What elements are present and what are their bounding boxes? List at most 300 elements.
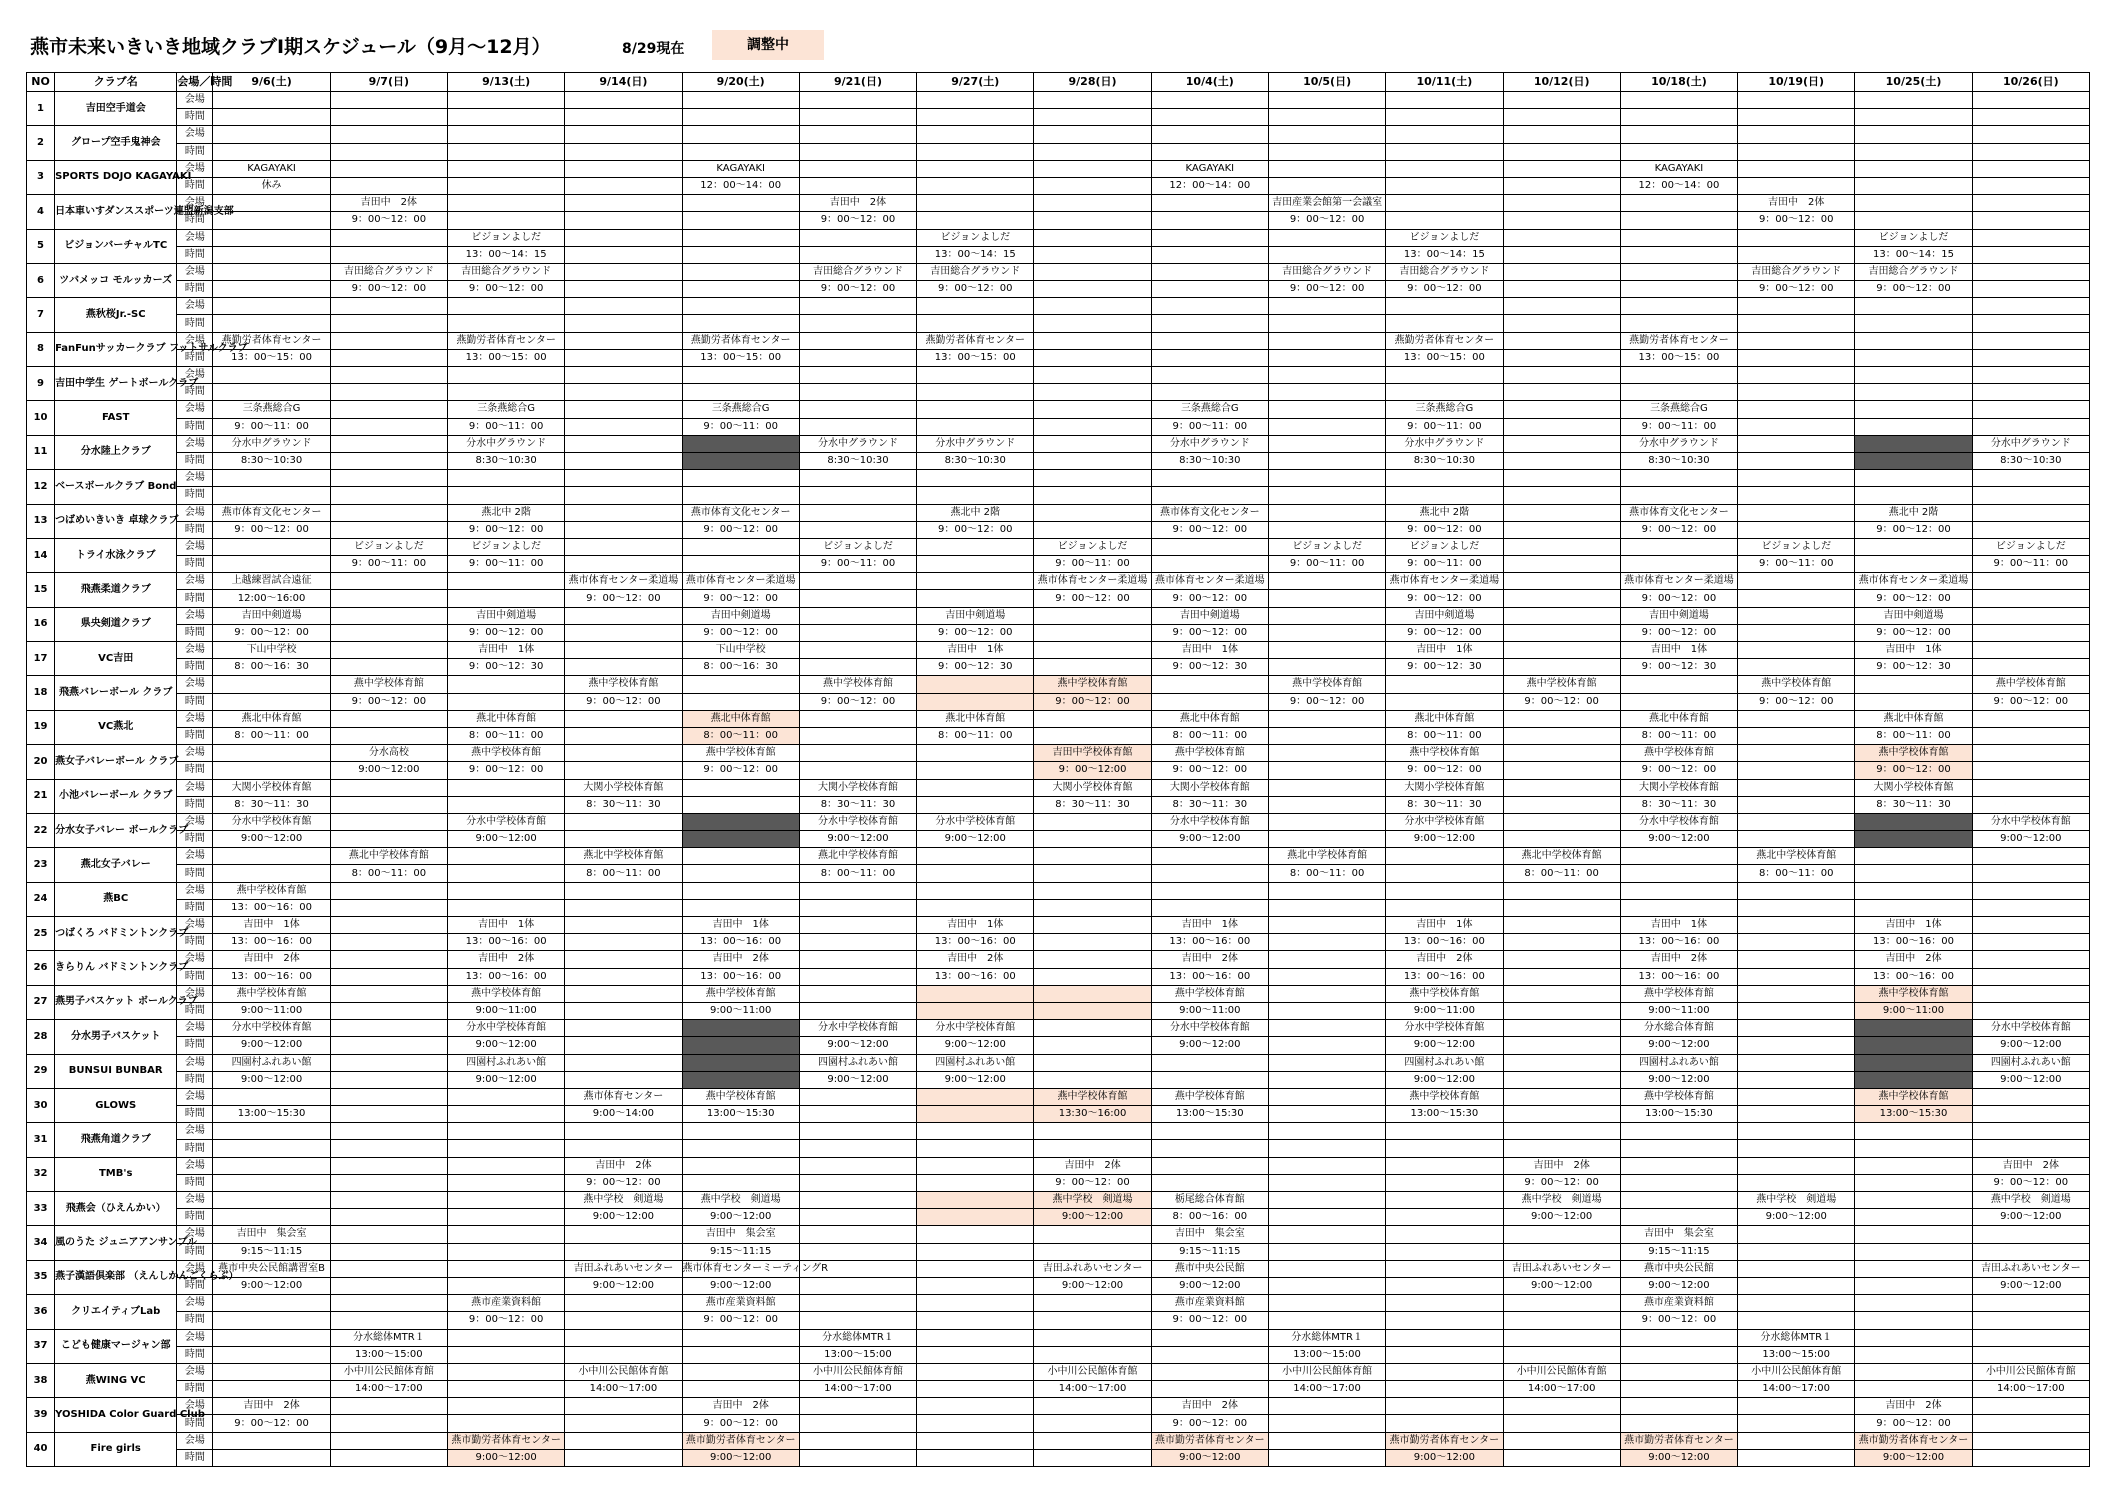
table-row-time xyxy=(27,143,2090,160)
time-cell: 9：00～12：00 xyxy=(1268,693,1385,710)
time-cell xyxy=(1738,418,1855,435)
time-cell xyxy=(447,1174,564,1191)
row-no: 11 xyxy=(27,435,55,469)
venue-cell: 小中川公民館体育館 xyxy=(1034,1363,1151,1380)
time-cell xyxy=(330,727,447,744)
table-row-venue xyxy=(27,332,2090,349)
venue-cell: 燕中学校体育館 xyxy=(1386,985,1503,1002)
time-cell: 9：00～11：00 xyxy=(1268,556,1385,573)
time-cell xyxy=(213,762,330,779)
venue-cell xyxy=(1972,1088,2089,1105)
time-cell: 13:00～15:00 xyxy=(1738,1346,1855,1363)
table-row-time xyxy=(27,899,2090,916)
venue-cell xyxy=(1151,332,1268,349)
row-no: 31 xyxy=(27,1123,55,1157)
club-name: SPORTS DOJO KAGAYAKI xyxy=(55,160,177,194)
venue-cell xyxy=(917,1329,1034,1346)
time-cell: 9：00～12：00 xyxy=(1151,1312,1268,1329)
time-cell xyxy=(1738,349,1855,366)
label-time: 時間 xyxy=(177,1415,213,1432)
venue-cell xyxy=(1503,92,1620,109)
venue-cell xyxy=(1151,676,1268,693)
time-cell xyxy=(213,246,330,263)
venue-cell xyxy=(917,573,1034,590)
row-no: 18 xyxy=(27,676,55,710)
venue-cell xyxy=(682,538,799,555)
venue-cell xyxy=(917,470,1034,487)
venue-cell xyxy=(1972,470,2089,487)
time-cell xyxy=(799,143,916,160)
time-cell xyxy=(213,281,330,298)
venue-cell: 分水中学校体育館 xyxy=(1386,1020,1503,1037)
time-cell: 9:00～12:00 xyxy=(1386,1449,1503,1466)
venue-cell: 下山中学校 xyxy=(213,642,330,659)
venue-cell: 大関小学校体育館 xyxy=(1855,779,1972,796)
table-row-venue xyxy=(27,1432,2090,1449)
venue-cell: 分水中学校体育館 xyxy=(799,813,916,830)
venue-cell xyxy=(1034,1398,1151,1415)
label-venue: 会場 xyxy=(177,607,213,624)
venue-cell: 四園村ふれあい館 xyxy=(917,1054,1034,1071)
time-cell xyxy=(1151,865,1268,882)
table-row-time xyxy=(27,246,2090,263)
time-cell: 13：00～16：00 xyxy=(447,968,564,985)
venue-cell xyxy=(1503,573,1620,590)
label-time: 時間 xyxy=(177,1346,213,1363)
venue-cell xyxy=(1034,1226,1151,1243)
venue-cell: 分水中学校体育館 xyxy=(1386,813,1503,830)
venue-cell xyxy=(1151,195,1268,212)
time-cell: 9:00～12:00 xyxy=(565,1277,682,1294)
time-cell xyxy=(917,212,1034,229)
venue-cell xyxy=(1151,126,1268,143)
time-cell xyxy=(1972,1002,2089,1019)
venue-cell: 燕中学校体育館 xyxy=(1620,1088,1737,1105)
time-cell xyxy=(1503,1037,1620,1054)
time-cell xyxy=(1620,143,1737,160)
time-cell xyxy=(799,246,916,263)
venue-cell xyxy=(1034,1054,1151,1071)
venue-cell: 燕北中 2階 xyxy=(917,504,1034,521)
time-cell: 14:00～17:00 xyxy=(1972,1381,2089,1398)
time-cell xyxy=(682,384,799,401)
venue-cell xyxy=(1972,332,2089,349)
time-cell xyxy=(213,1174,330,1191)
venue-cell xyxy=(565,1054,682,1071)
venue-cell xyxy=(1268,1432,1385,1449)
table-row-venue xyxy=(27,848,2090,865)
time-cell: 9：00～12：00 xyxy=(1034,590,1151,607)
time-cell: 9：00～12：00 xyxy=(682,624,799,641)
venue-cell: 燕勤労者体育センター xyxy=(917,332,1034,349)
table-row-time xyxy=(27,1071,2090,1088)
venue-cell: 分水中グラウンド xyxy=(1386,435,1503,452)
header-date: 10/26(日) xyxy=(1972,73,2089,92)
club-name: 燕WING VC xyxy=(55,1363,177,1397)
venue-cell xyxy=(799,367,916,384)
time-cell xyxy=(1972,418,2089,435)
venue-cell xyxy=(1503,1398,1620,1415)
time-cell xyxy=(1151,109,1268,126)
venue-cell: 燕北中体育館 xyxy=(917,710,1034,727)
time-cell xyxy=(565,1037,682,1054)
venue-cell: ビジョンよしだ xyxy=(447,229,564,246)
venue-cell: 吉田中 2体 xyxy=(330,195,447,212)
venue-cell: 燕中学校体育館 xyxy=(1034,1088,1151,1105)
venue-cell xyxy=(1503,160,1620,177)
time-cell: 13：00～16：00 xyxy=(213,934,330,951)
time-cell xyxy=(565,831,682,848)
time-cell: 8：00～16：30 xyxy=(213,659,330,676)
time-cell: 13:00～15:30 xyxy=(1386,1106,1503,1123)
label-time: 時間 xyxy=(177,246,213,263)
venue-cell xyxy=(1268,813,1385,830)
label-time: 時間 xyxy=(177,1071,213,1088)
venue-cell: KAGAYAKI xyxy=(1620,160,1737,177)
venue-cell xyxy=(1972,1329,2089,1346)
venue-cell xyxy=(1151,1329,1268,1346)
time-cell xyxy=(1268,1209,1385,1226)
time-cell: 13：00～16：00 xyxy=(1855,934,1972,951)
venue-cell xyxy=(1151,92,1268,109)
venue-cell: 小中川公民館体育館 xyxy=(330,1363,447,1380)
venue-cell xyxy=(799,917,916,934)
time-cell xyxy=(917,418,1034,435)
venue-cell: ビジョンよしだ xyxy=(1386,538,1503,555)
venue-cell xyxy=(330,126,447,143)
venue-cell: 吉田中剣道場 xyxy=(1386,607,1503,624)
time-cell: 13：00～14：15 xyxy=(1855,246,1972,263)
venue-cell xyxy=(1972,917,2089,934)
venue-cell: 分水総体MTR１ xyxy=(1738,1329,1855,1346)
table-row-time xyxy=(27,556,2090,573)
venue-cell xyxy=(799,1398,916,1415)
time-cell xyxy=(330,1415,447,1432)
venue-cell xyxy=(213,1432,330,1449)
time-cell xyxy=(1386,315,1503,332)
table-row-venue xyxy=(27,298,2090,315)
time-cell xyxy=(1972,968,2089,985)
table-row-time xyxy=(27,865,2090,882)
time-cell xyxy=(917,384,1034,401)
time-cell: 13:30～16:00 xyxy=(1034,1106,1151,1123)
table-row-time xyxy=(27,1449,2090,1466)
time-cell: 9：00～11：00 xyxy=(447,418,564,435)
club-name: 小池バレーボール クラブ xyxy=(55,779,177,813)
time-cell xyxy=(1034,1243,1151,1260)
venue-cell xyxy=(1386,92,1503,109)
header-date: 10/25(土) xyxy=(1855,73,1972,92)
label-time: 時間 xyxy=(177,1381,213,1398)
time-cell xyxy=(1972,659,2089,676)
time-cell: 8：00～16：00 xyxy=(1151,1209,1268,1226)
venue-cell xyxy=(330,710,447,727)
venue-cell xyxy=(799,882,916,899)
time-cell xyxy=(330,796,447,813)
time-cell xyxy=(682,1071,799,1088)
time-cell xyxy=(1503,1415,1620,1432)
time-cell: 8：30～11：30 xyxy=(565,796,682,813)
venue-cell xyxy=(1268,642,1385,659)
time-cell xyxy=(917,1002,1034,1019)
venue-cell: 吉田中剣道場 xyxy=(213,607,330,624)
time-cell xyxy=(917,177,1034,194)
time-cell xyxy=(1972,246,2089,263)
venue-cell xyxy=(1738,1432,1855,1449)
time-cell xyxy=(1620,693,1737,710)
venue-cell xyxy=(682,1020,799,1037)
table-row-time xyxy=(27,212,2090,229)
time-cell xyxy=(1738,521,1855,538)
time-cell xyxy=(330,899,447,916)
time-cell xyxy=(1855,693,1972,710)
venue-cell: 燕北中学校体育館 xyxy=(1268,848,1385,865)
time-cell xyxy=(1738,659,1855,676)
table-row-time xyxy=(27,487,2090,504)
time-cell xyxy=(565,177,682,194)
venue-cell xyxy=(1972,710,2089,727)
time-cell: 13：00～16：00 xyxy=(917,968,1034,985)
venue-cell xyxy=(1855,1295,1972,1312)
time-cell: 9：00～12：00 xyxy=(1620,1312,1737,1329)
time-cell: 9：00～11：00 xyxy=(682,418,799,435)
label-time: 時間 xyxy=(177,1037,213,1054)
venue-cell xyxy=(1034,1123,1151,1140)
venue-cell: ビジョンよしだ xyxy=(1268,538,1385,555)
time-cell xyxy=(1503,659,1620,676)
venue-cell xyxy=(330,367,447,384)
venue-cell xyxy=(1034,917,1151,934)
time-cell xyxy=(1855,1209,1972,1226)
time-cell xyxy=(213,1381,330,1398)
time-cell: 9:00～12:00 xyxy=(1972,1209,2089,1226)
venue-cell: 三条燕総合G xyxy=(447,401,564,418)
time-cell xyxy=(1738,1037,1855,1054)
club-name: ベースボールクラブ Bond xyxy=(55,470,177,504)
venue-cell xyxy=(1855,401,1972,418)
row-no: 28 xyxy=(27,1020,55,1054)
time-cell: 9:00～12:00 xyxy=(1151,831,1268,848)
venue-cell: 分水総体MTR１ xyxy=(1268,1329,1385,1346)
time-cell xyxy=(1268,109,1385,126)
venue-cell xyxy=(213,126,330,143)
time-cell xyxy=(330,109,447,126)
time-cell: 9:00～12:00 xyxy=(1503,1277,1620,1294)
time-cell xyxy=(1151,1071,1268,1088)
time-cell xyxy=(330,384,447,401)
table-row-venue xyxy=(27,1363,2090,1380)
club-name: きらりん バドミントンクラブ xyxy=(55,951,177,985)
label-time: 時間 xyxy=(177,556,213,573)
time-cell xyxy=(1855,1381,1972,1398)
venue-cell xyxy=(1855,195,1972,212)
time-cell xyxy=(1738,315,1855,332)
time-cell: 9：00～12：00 xyxy=(447,624,564,641)
venue-cell: ビジョンよしだ xyxy=(1855,229,1972,246)
time-cell: 9：00～11：00 xyxy=(1386,556,1503,573)
time-cell xyxy=(330,418,447,435)
time-cell xyxy=(1503,281,1620,298)
time-cell xyxy=(1268,1277,1385,1294)
time-cell: 9：00～12：00 xyxy=(1268,281,1385,298)
venue-cell xyxy=(1503,1020,1620,1037)
venue-cell xyxy=(1855,1020,1972,1037)
venue-cell xyxy=(917,1260,1034,1277)
time-cell xyxy=(1503,1140,1620,1157)
venue-cell xyxy=(565,607,682,624)
label-venue: 会場 xyxy=(177,298,213,315)
time-cell: 9:00～12:00 xyxy=(682,1449,799,1466)
time-cell xyxy=(330,624,447,641)
time-cell xyxy=(447,1243,564,1260)
time-cell xyxy=(1034,212,1151,229)
time-cell xyxy=(1855,143,1972,160)
time-cell: 9:00～12:00 xyxy=(1972,1037,2089,1054)
time-cell: 13：00～15：00 xyxy=(213,349,330,366)
venue-cell xyxy=(1503,1123,1620,1140)
venue-cell: 燕市体育文化センター xyxy=(213,504,330,521)
time-cell xyxy=(1151,384,1268,401)
venue-cell xyxy=(1620,1398,1737,1415)
time-cell: 9:00～12:00 xyxy=(1972,1071,2089,1088)
time-cell: 9：00～12：00 xyxy=(447,762,564,779)
time-cell xyxy=(1268,899,1385,916)
time-cell xyxy=(1151,246,1268,263)
venue-cell: 吉田中 2体 xyxy=(682,1398,799,1415)
time-cell xyxy=(1268,384,1385,401)
time-cell xyxy=(1972,624,2089,641)
time-cell xyxy=(447,796,564,813)
label-time: 時間 xyxy=(177,762,213,779)
header-date: 10/12(日) xyxy=(1503,73,1620,92)
time-cell xyxy=(799,968,916,985)
venue-cell xyxy=(1503,813,1620,830)
venue-cell: 分水高校 xyxy=(330,745,447,762)
venue-cell xyxy=(213,676,330,693)
venue-cell xyxy=(1738,1398,1855,1415)
time-cell: 9:00～12:00 xyxy=(1855,1449,1972,1466)
time-cell: 9：00～12：00 xyxy=(1738,693,1855,710)
venue-cell xyxy=(1972,1123,2089,1140)
venue-cell xyxy=(213,1192,330,1209)
venue-cell: 吉田中 2体 xyxy=(1503,1157,1620,1174)
venue-cell xyxy=(1151,1363,1268,1380)
venue-cell xyxy=(1034,1020,1151,1037)
venue-cell: 分水中学校体育館 xyxy=(447,813,564,830)
venue-cell xyxy=(1972,1295,2089,1312)
venue-cell xyxy=(1503,1295,1620,1312)
time-cell xyxy=(1972,590,2089,607)
venue-cell xyxy=(1738,1260,1855,1277)
time-cell: 9：00～12：00 xyxy=(213,624,330,641)
time-cell xyxy=(1738,899,1855,916)
time-cell xyxy=(1972,1243,2089,1260)
time-cell: 9:00～12:00 xyxy=(447,1449,564,1466)
table-row-time xyxy=(27,1002,2090,1019)
venue-cell: 吉田中 1体 xyxy=(1620,917,1737,934)
time-cell: 14:00～17:00 xyxy=(1034,1381,1151,1398)
venue-cell xyxy=(1268,1295,1385,1312)
time-cell xyxy=(1503,1071,1620,1088)
time-cell: 13：00～16：00 xyxy=(213,899,330,916)
time-cell: 8：30～11：30 xyxy=(1386,796,1503,813)
time-cell xyxy=(1855,418,1972,435)
row-no: 39 xyxy=(27,1398,55,1432)
venue-cell xyxy=(799,1432,916,1449)
time-cell xyxy=(1386,487,1503,504)
venue-cell xyxy=(1151,538,1268,555)
venue-cell: 三条燕総合G xyxy=(1620,401,1737,418)
schedule-table xyxy=(26,72,2090,1467)
venue-cell: 燕市中央公民館 xyxy=(1620,1260,1737,1277)
venue-cell: 吉田中 1体 xyxy=(1855,642,1972,659)
label-time: 時間 xyxy=(177,1243,213,1260)
table-row-venue xyxy=(27,1020,2090,1037)
row-no: 12 xyxy=(27,470,55,504)
time-cell xyxy=(330,1277,447,1294)
venue-cell: 燕北中 2階 xyxy=(447,504,564,521)
venue-cell: 吉田中 2体 xyxy=(1855,951,1972,968)
time-cell xyxy=(1503,1312,1620,1329)
row-no: 10 xyxy=(27,401,55,435)
venue-cell xyxy=(1855,676,1972,693)
venue-cell xyxy=(1738,435,1855,452)
table-row-venue xyxy=(27,195,2090,212)
table-row-time xyxy=(27,831,2090,848)
venue-cell xyxy=(917,195,1034,212)
time-cell: 9:00～12:00 xyxy=(799,831,916,848)
time-cell xyxy=(447,590,564,607)
page-header xyxy=(30,30,2090,66)
venue-cell xyxy=(1503,1432,1620,1449)
time-cell xyxy=(1738,177,1855,194)
time-cell xyxy=(1855,349,1972,366)
table-row-time xyxy=(27,590,2090,607)
venue-cell: 吉田中 1体 xyxy=(447,917,564,934)
time-cell xyxy=(1738,384,1855,401)
time-cell xyxy=(1268,246,1385,263)
venue-cell xyxy=(682,195,799,212)
venue-cell xyxy=(1855,1123,1972,1140)
table-row-time xyxy=(27,384,2090,401)
venue-cell xyxy=(1151,263,1268,280)
time-cell xyxy=(1503,1106,1620,1123)
venue-cell xyxy=(330,1192,447,1209)
venue-cell xyxy=(1151,229,1268,246)
time-cell: 8：00～11：00 xyxy=(1855,727,1972,744)
time-cell: 9：00～12：30 xyxy=(1151,659,1268,676)
time-cell xyxy=(1034,934,1151,951)
venue-cell xyxy=(1386,470,1503,487)
venue-cell xyxy=(330,1226,447,1243)
venue-cell xyxy=(682,367,799,384)
time-cell xyxy=(1620,899,1737,916)
club-name: GLOWS xyxy=(55,1088,177,1122)
venue-cell xyxy=(1151,470,1268,487)
venue-cell: 吉田中学校体育館 xyxy=(1034,745,1151,762)
label-time: 時間 xyxy=(177,212,213,229)
time-cell xyxy=(917,1277,1034,1294)
venue-cell: 燕中学校体育館 xyxy=(447,985,564,1002)
time-cell xyxy=(917,590,1034,607)
venue-cell: 分水中学校体育館 xyxy=(447,1020,564,1037)
time-cell xyxy=(565,1346,682,1363)
label-venue: 会場 xyxy=(177,882,213,899)
as-of-date: 8/29現在 xyxy=(622,41,685,57)
venue-cell xyxy=(1503,435,1620,452)
venue-cell: 燕中学校体育館 xyxy=(565,676,682,693)
venue-cell: ビジョンよしだ xyxy=(1972,538,2089,555)
